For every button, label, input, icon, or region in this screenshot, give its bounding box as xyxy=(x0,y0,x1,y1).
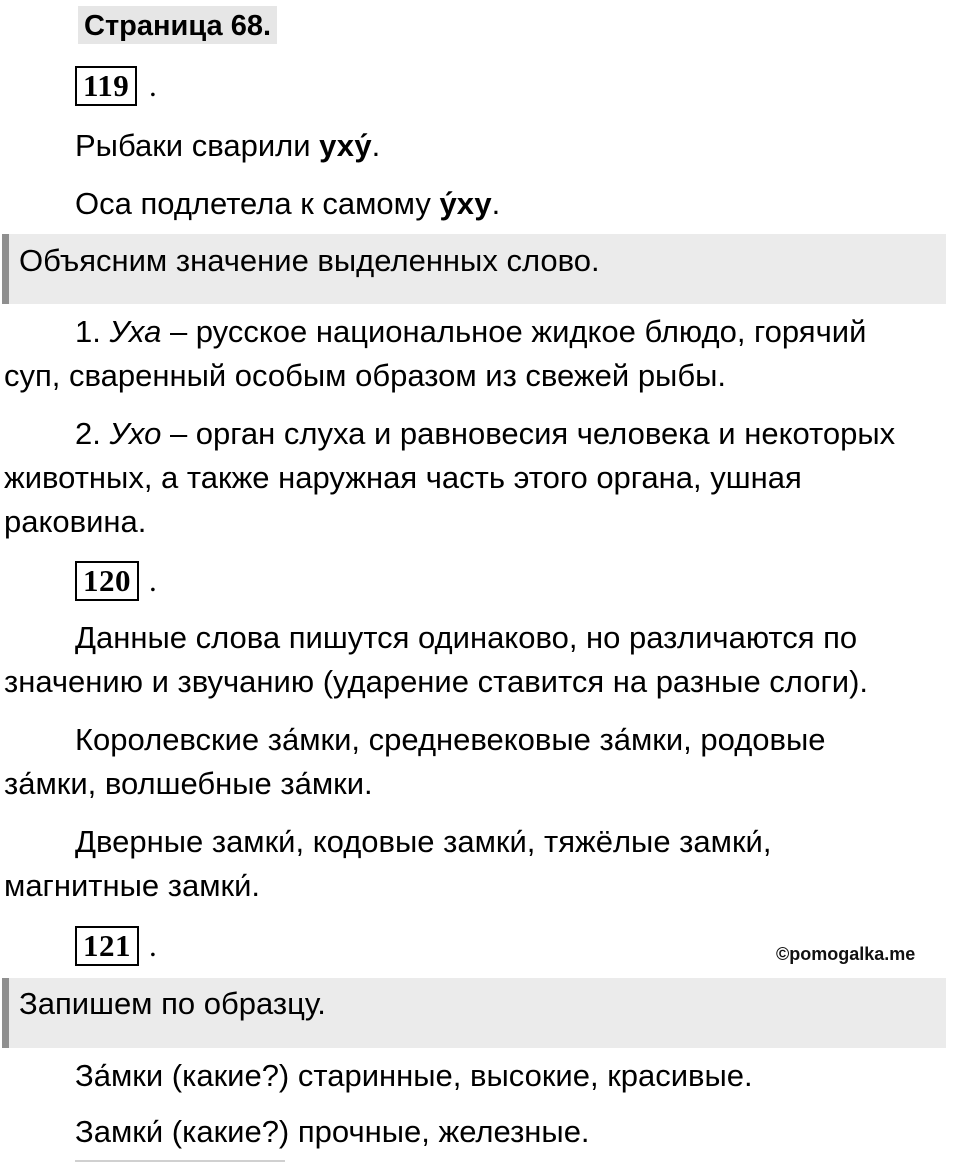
exercise-number-119: 119 xyxy=(75,66,137,106)
bottom-divider xyxy=(75,1160,285,1162)
exercise-number-dot: . xyxy=(149,68,157,103)
answer-line-2: Замки́ (какие?) прочные, железные. xyxy=(75,1114,590,1149)
definition-1-line-1: 1. Уха – русское национальное жидкое блюдо, горячий xyxy=(75,314,867,349)
paragraph-3-line-1: Дверные замки́, кодовые замки́, тяжёлые замки́, xyxy=(75,824,772,859)
highlighted-word-2: у́ху xyxy=(439,186,492,221)
paragraph-1-line-2: значению и звучанию (ударение ставится на разные слоги). xyxy=(4,664,869,699)
exercise-number-121: 121 xyxy=(75,926,139,966)
task-callout-119: Объясним значение выделенных слово. xyxy=(2,234,946,304)
definition-2-line-3: раковина. xyxy=(4,504,147,539)
exercise-number-dot: . xyxy=(149,928,157,963)
highlighted-word-1: уху́ xyxy=(319,128,372,163)
answer-line-1: За́мки (какие?) старинные, высокие, красивые. xyxy=(75,1058,753,1093)
exercise-number-120: 120 xyxy=(75,561,139,601)
definition-1-line-2: суп, сваренный особым образом из свежей рыбы. xyxy=(4,358,726,393)
paragraph-2-line-1: Королевские за́мки, средневековые за́мки, родовые xyxy=(75,722,826,757)
watermark: ©pomogalka.me xyxy=(776,944,916,964)
paragraph-3-line-2: магнитные замки́. xyxy=(4,868,261,903)
sentence-1: Рыбаки сварили уху́. xyxy=(75,128,381,163)
definition-2-line-2: животных, а также наружная часть этого органа, ушная xyxy=(4,460,802,495)
exercise-number-dot: . xyxy=(149,563,157,598)
sentence-2: Оса подлетела к самому у́ху. xyxy=(75,186,501,221)
paragraph-2-line-2: за́мки, волшебные за́мки. xyxy=(4,766,373,801)
page-title: Страница 68. xyxy=(78,6,277,44)
definition-2-line-1: 2. Ухо – орган слуха и равновесия человека и некоторых xyxy=(75,416,896,451)
task-callout-121: Запишем по образцу. xyxy=(2,978,946,1048)
paragraph-1-line-1: Данные слова пишутся одинаково, но различаются по xyxy=(75,620,858,655)
